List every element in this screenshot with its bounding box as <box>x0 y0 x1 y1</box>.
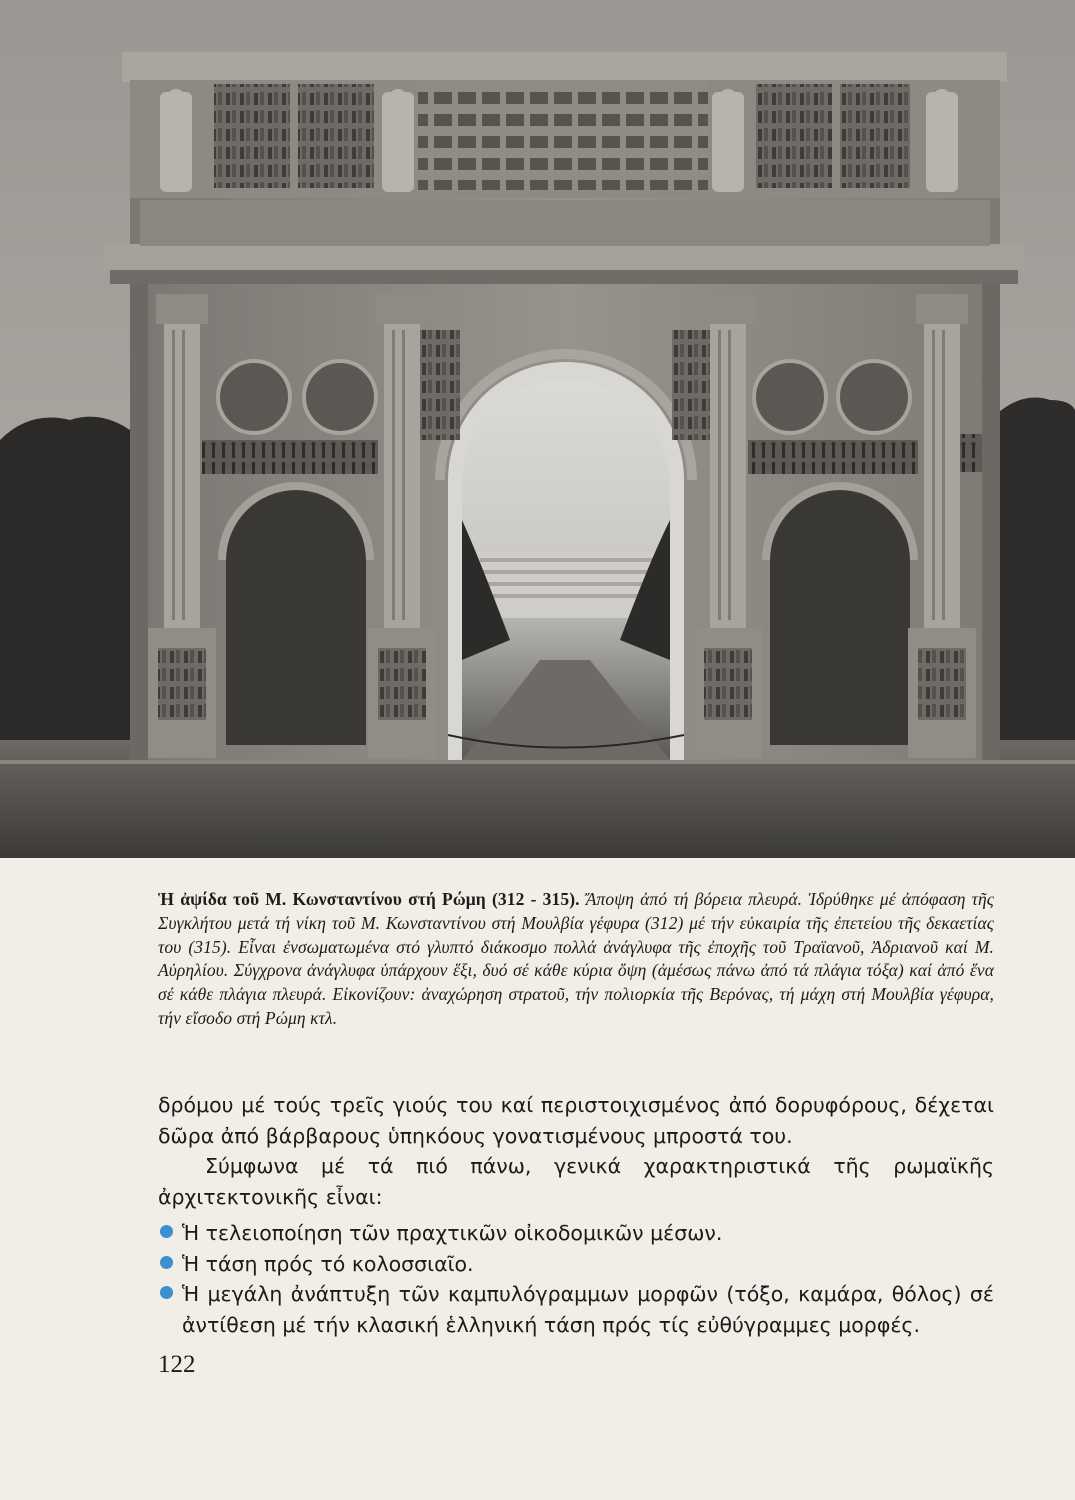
bullet-dot-icon <box>160 1256 173 1269</box>
photo-caption <box>158 888 994 1031</box>
caption-body: Ἄποψη ἀπό τή βόρεια πλευρά. Ἱδρύθηκε μέ ἀπόφαση τῆς Συγκλήτου μετά τή νίκη τοῦ Μ. Κωνσταντίνου στή Μουλβία γέφυρα (312) μέ τήν εὐκαιρία τῆς ἐπετείου τῆς δεκαετίας του (315). Εἶναι ἐνσωματωμένα στό γλυπτό διάκοσμο πολλά ἀνάγλυφα τῆς ἐποχῆς τοῦ Τραϊανοῦ, Ἀδριανοῦ καί Μ. Αὐρηλίου. Σύγχρονα ἀνάγλυφα ὑπάρχουν ἕξι, δυό σέ κάθε κύρια ὄψη (ἀμέσως πάνω ἀπό τά πλάγια τόξα) καί ἀπό ἕνα σέ κάθε πλάγια πλευρά. Εἰκονίζουν: ἀναχώρηση στρατοῦ, τήν πολιορκία τῆς Βερόνας, τή μάχη στή Μουλβία γέφυρα, τήν εἴσοδο στή Ρώμη κτλ. <box>158 889 994 1028</box>
list-item-text: Ἡ μεγάλη ἀνάπτυξη τῶν καμπυλόγραμμων μορφῶν (τόξο, καμάρα, θόλος) σέ ἀντίθεση μέ τήν κλασική ἑλληνική τάση πρός τίς εὐθύγραμμες μορφές. <box>182 1282 994 1337</box>
paragraph-continuation: δρόμου μέ τούς τρεῖς γιούς του καί περιστοιχισμένος ἀπό δορυφόρους, δέχεται δῶρα ἀπό βάρβαρους ὑπηκόους γονατισμένους μπροστά του. <box>158 1093 994 1148</box>
characteristics-list <box>158 1218 994 1340</box>
list-item-text: Ἡ τάση πρός τό κολοσσιαῖο. <box>182 1251 474 1276</box>
list-item <box>158 1218 994 1249</box>
inscription-panel <box>418 82 708 190</box>
caption-title: Ἡ ἀψίδα τοῦ Μ. Κωνσταντίνου στή Ρώμη (312 - 315). <box>158 889 580 909</box>
paragraph-intro: Σύμφωνα μέ τά πιό πάνω, γενικά χαρακτηριστικά τῆς ρωμαϊκῆς ἀρχιτεκτονικῆς εἶναι: <box>158 1154 994 1209</box>
list-item <box>158 1249 994 1280</box>
bullet-dot-icon <box>160 1286 173 1299</box>
bullet-dot-icon <box>160 1225 173 1238</box>
list-item <box>158 1279 994 1340</box>
list-item-text: Ἡ τελειοποίηση τῶν πραχτικῶν οἰκοδομικῶν μέσων. <box>182 1221 723 1245</box>
page-number: 122 <box>158 1351 196 1378</box>
main-text <box>158 1090 994 1340</box>
